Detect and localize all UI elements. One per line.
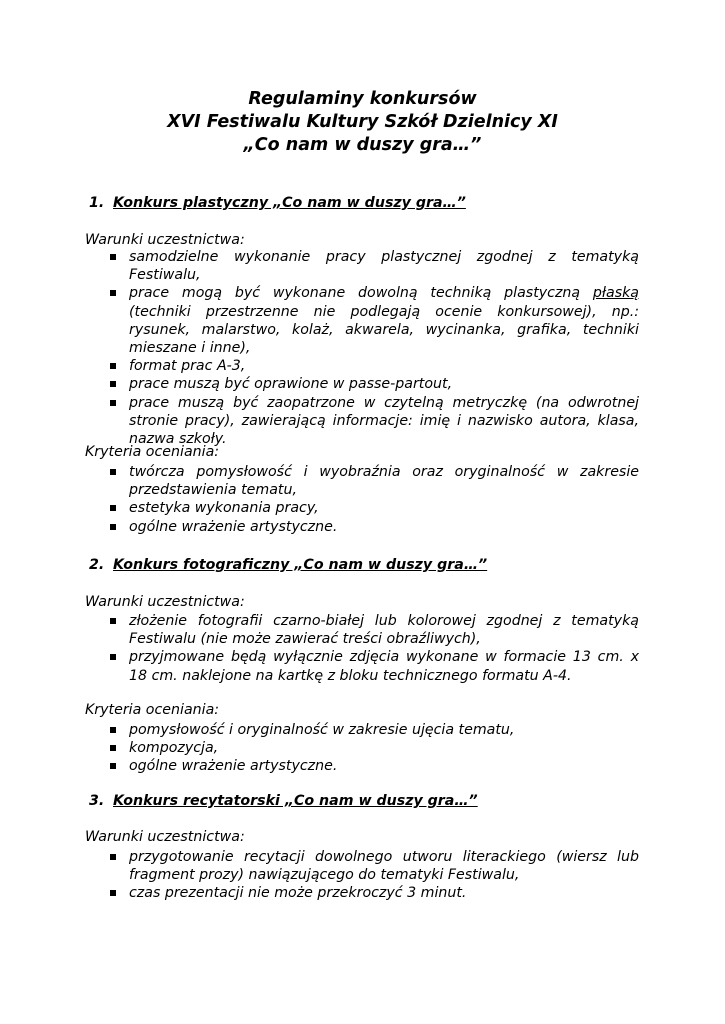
list-item xyxy=(103,394,639,449)
section-2-conditions-list xyxy=(103,612,639,685)
list-item-text: ogólne wrażenie artystyczne. xyxy=(129,758,338,775)
section-2-conditions-label: Warunki uczestnictwa: xyxy=(85,594,245,610)
list-item-text: prace muszą być zaopatrzone w czytelną metryczkę (na odwrotnej stronie pracy), zawierającą informacje: imię i nazwisko autora, klasa, nazwa szkoły. xyxy=(129,394,639,448)
list-item xyxy=(103,721,639,739)
section-2-criteria-label: Kryteria oceniania: xyxy=(85,702,220,718)
bullet-icon xyxy=(110,745,116,751)
list-item-text: prace mogą być wykonane dowolną techniką plastyczną xyxy=(129,285,593,302)
section-3-conditions-label: Warunki uczestnictwa: xyxy=(85,829,245,845)
section-1-conditions-list xyxy=(103,248,639,448)
list-item xyxy=(103,518,639,536)
bullet-icon xyxy=(110,290,116,296)
section-1-criteria-label: Kryteria oceniania: xyxy=(85,444,220,460)
list-item-text: kompozycja, xyxy=(129,740,219,757)
list-item xyxy=(103,499,639,517)
section-1-conditions-label: Warunki uczestnictwa: xyxy=(85,232,245,248)
list-item xyxy=(103,739,639,757)
section-3-conditions-list xyxy=(103,848,639,903)
list-item-text: ogólne wrażenie artystyczne. xyxy=(129,518,338,535)
bullet-icon xyxy=(110,505,116,511)
list-item-text: pomysłowość i oryginalność w zakresie ujęcia tematu, xyxy=(129,722,515,738)
list-item-text: estetyka wykonania pracy, xyxy=(129,500,319,517)
section-3-heading xyxy=(89,793,478,809)
bullet-icon xyxy=(110,654,116,660)
list-item xyxy=(103,848,639,884)
bullet-icon xyxy=(110,618,116,624)
list-item xyxy=(103,463,639,499)
title-line-2: XVI Festiwalu Kultury Szkół Dzielnicy XI xyxy=(167,112,558,132)
list-item xyxy=(103,284,639,357)
section-title: Konkurs recytatorski „Co nam w duszy gra…” xyxy=(113,793,478,809)
list-item xyxy=(103,884,639,902)
section-number: 1. xyxy=(89,195,105,211)
bullet-icon xyxy=(110,400,116,406)
list-item-text-continued: (techniki przestrzenne nie podlegają ocenie konkursowej), np.: rysunek, malarstwo, kolaż, akwarela, wycinanka, grafika, techniki mieszane i inne), xyxy=(129,303,639,357)
list-item-text: prace muszą być oprawione w passe-partout, xyxy=(129,376,453,393)
bullet-icon xyxy=(110,381,116,387)
list-item-text: przyjmowane będą wyłącznie zdjęcia wykonane w formacie 13 cm. x 18 cm. naklejone na kartkę z bloku technicznego formatu A-4. xyxy=(129,649,639,684)
list-item-text: przygotowanie recytacji dowolnego utworu literackiego (wiersz lub fragment prozy) nawiązującego do tematyki Festiwalu, xyxy=(129,849,639,884)
list-item xyxy=(103,612,639,648)
bullet-icon xyxy=(110,469,116,475)
list-item-text: twórcza pomysłowość i wyobraźnia oraz oryginalność w zakresie przedstawienia tematu, xyxy=(129,464,639,499)
title-line-1: Regulaminy konkursów xyxy=(248,89,477,109)
section-title: Konkurs fotograficzny „Co nam w duszy gra…” xyxy=(113,557,488,573)
section-1-criteria-list xyxy=(103,463,639,536)
bullet-icon xyxy=(110,254,116,260)
bullet-icon xyxy=(110,363,116,369)
list-item-text: czas prezentacji nie może przekroczyć 3 minut. xyxy=(129,885,467,902)
list-item xyxy=(103,357,639,375)
document-title xyxy=(0,88,725,157)
section-title: Konkurs plastyczny „Co nam w duszy gra…” xyxy=(113,195,466,211)
bullet-icon xyxy=(110,890,116,896)
section-1-heading xyxy=(89,195,466,211)
list-item xyxy=(103,648,639,684)
section-2-heading xyxy=(89,557,487,573)
list-item-text: format prac A-3, xyxy=(129,358,246,375)
section-number: 3. xyxy=(89,793,105,809)
bullet-icon xyxy=(110,524,116,530)
list-item xyxy=(103,375,639,393)
section-2-criteria-list xyxy=(103,721,639,776)
underlined-text: płaską xyxy=(592,285,639,302)
bullet-icon xyxy=(110,727,116,733)
bullet-icon xyxy=(110,854,116,860)
list-item xyxy=(103,248,639,284)
section-number: 2. xyxy=(89,557,105,573)
list-item-text: samodzielne wykonanie pracy plastycznej zgodnej z tematyką Festiwalu, xyxy=(129,249,639,284)
list-item xyxy=(103,757,639,775)
list-item-text: złożenie fotografii czarno-białej lub kolorowej zgodnej z tematyką Festiwalu (nie może zawierać treści obraźliwych), xyxy=(129,613,639,648)
bullet-icon xyxy=(110,763,116,769)
title-line-3: „Co nam w duszy gra…” xyxy=(243,135,482,155)
